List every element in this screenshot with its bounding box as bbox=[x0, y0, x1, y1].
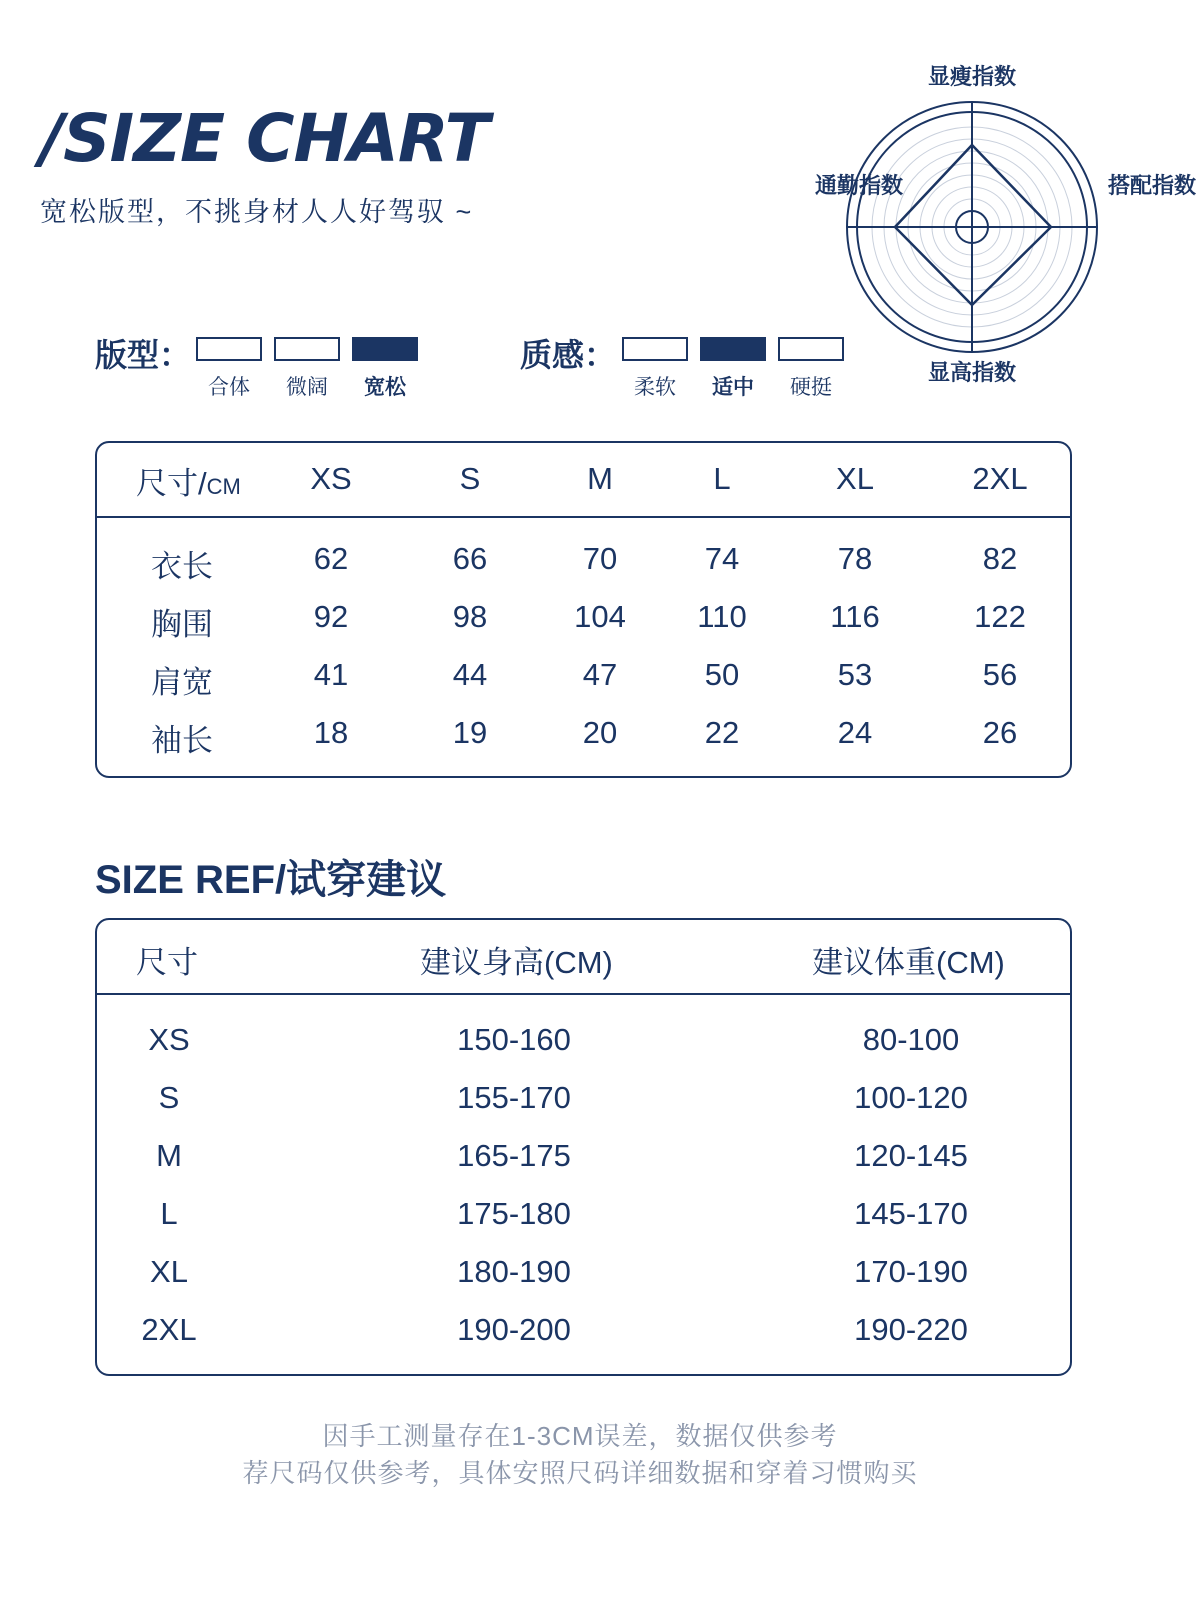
ref-table-cell: 2XL bbox=[141, 1312, 197, 1347]
size-table-cell: 82 bbox=[982, 541, 1018, 576]
size-header-cell: S bbox=[459, 461, 481, 496]
size-table-cell: 20 bbox=[582, 715, 618, 750]
size-row-label: 衣长 bbox=[151, 549, 213, 584]
size-table-cell: 26 bbox=[982, 715, 1018, 750]
ref-table-cell: 190-200 bbox=[457, 1312, 571, 1347]
ref-header-height: 建议身高(CM) bbox=[420, 945, 613, 980]
ref-section-title: SIZE REF/试穿建议 bbox=[95, 858, 447, 902]
ref-table-cell: L bbox=[160, 1196, 178, 1231]
fit-label-fitted: 合体 bbox=[208, 376, 250, 399]
texture-box-stiff bbox=[778, 337, 844, 361]
size-table-cell: 116 bbox=[830, 599, 880, 634]
ref-table-cell: 155-170 bbox=[457, 1080, 571, 1115]
ref-table-divider bbox=[95, 993, 1072, 995]
size-header-cell: XS bbox=[310, 461, 352, 496]
ref-table-cell: 145-170 bbox=[854, 1196, 968, 1231]
ref-table-cell: 180-190 bbox=[457, 1254, 571, 1289]
size-table-cell: 110 bbox=[697, 599, 747, 634]
size-table-cell: 47 bbox=[582, 657, 618, 692]
ref-table-cell: 120-145 bbox=[854, 1138, 968, 1173]
size-table-corner bbox=[136, 458, 241, 503]
texture-title: 质感： bbox=[520, 337, 617, 373]
ref-table-cell: 175-180 bbox=[457, 1196, 571, 1231]
size-table-cell: 66 bbox=[452, 541, 488, 576]
fit-box-fitted bbox=[196, 337, 262, 361]
footnote-line-1: 因手工测量存在1-3CM误差，数据仅供参考 bbox=[322, 1421, 838, 1451]
ref-table-cell: 150-160 bbox=[457, 1022, 571, 1057]
size-row-label: 肩宽 bbox=[151, 665, 213, 700]
size-header-cell: L bbox=[713, 461, 731, 496]
fit-title: 版型： bbox=[95, 337, 192, 373]
texture-box-soft bbox=[622, 337, 688, 361]
texture-label-soft: 柔软 bbox=[634, 376, 676, 399]
size-header-cell: 2XL bbox=[972, 461, 1028, 496]
radar-right-label: 搭配指数 bbox=[1108, 173, 1197, 198]
size-table-cell: 104 bbox=[574, 599, 626, 634]
size-table-corner-unit: CM bbox=[206, 474, 241, 499]
ref-table-cell: M bbox=[156, 1138, 182, 1173]
size-table-cell: 62 bbox=[313, 541, 349, 576]
texture-label-medium: 适中 bbox=[712, 376, 754, 399]
page-subtitle: 宽松版型，不挑身材人人好驾驭 ~ bbox=[40, 197, 474, 227]
size-table-cell: 74 bbox=[704, 541, 740, 576]
ref-header-size: 尺寸 bbox=[136, 945, 198, 980]
ref-table-cell: 100-120 bbox=[854, 1080, 968, 1115]
footnote-line-2: 荐尺码仅供参考，具体安照尺码详细数据和穿着习惯购买 bbox=[242, 1458, 918, 1488]
size-table-cell: 50 bbox=[704, 657, 740, 692]
fit-box-slightly-loose bbox=[274, 337, 340, 361]
ref-header-weight: 建议体重(CM) bbox=[812, 945, 1005, 980]
fit-label-loose: 宽松 bbox=[364, 376, 406, 399]
size-table-cell: 98 bbox=[452, 599, 488, 634]
size-table-cell: 70 bbox=[582, 541, 618, 576]
fit-box-loose bbox=[352, 337, 418, 361]
ref-table-cell: 170-190 bbox=[854, 1254, 968, 1289]
page-title: /SIZE CHART bbox=[40, 100, 489, 177]
size-table-cell: 78 bbox=[837, 541, 873, 576]
texture-label-stiff: 硬挺 bbox=[790, 376, 832, 399]
size-table-cell: 24 bbox=[837, 715, 873, 750]
size-row-label: 胸围 bbox=[151, 607, 213, 642]
size-table-cell: 56 bbox=[982, 657, 1018, 692]
ref-table-cell: 190-220 bbox=[854, 1312, 968, 1347]
radar-top-label: 显瘦指数 bbox=[928, 64, 1017, 89]
radar-diagram bbox=[845, 100, 1099, 354]
size-table-cell: 18 bbox=[313, 715, 349, 750]
ref-table-cell: 80-100 bbox=[862, 1022, 960, 1057]
radar-bottom-label: 显高指数 bbox=[928, 360, 1017, 385]
size-table-cell: 41 bbox=[313, 657, 349, 692]
size-table-cell: 53 bbox=[837, 657, 873, 692]
size-table-cell: 122 bbox=[974, 599, 1026, 634]
size-table-cell: 19 bbox=[452, 715, 488, 750]
texture-box-medium bbox=[700, 337, 766, 361]
ref-table-cell: XS bbox=[148, 1022, 190, 1057]
size-table-corner-label: 尺寸/ bbox=[136, 466, 207, 501]
size-table-divider bbox=[95, 516, 1072, 518]
ref-table-cell: XL bbox=[150, 1254, 188, 1289]
radar-left-label: 通勤指数 bbox=[815, 173, 904, 198]
size-table-cell: 44 bbox=[452, 657, 488, 692]
ref-table-cell: S bbox=[158, 1080, 180, 1115]
size-table-cell: 92 bbox=[313, 599, 349, 634]
size-row-label: 袖长 bbox=[151, 723, 213, 758]
size-header-cell: M bbox=[587, 461, 613, 496]
size-header-cell: XL bbox=[836, 461, 874, 496]
ref-table-cell: 165-175 bbox=[457, 1138, 571, 1173]
fit-label-slightly-loose: 微阔 bbox=[286, 376, 328, 399]
size-table-cell: 22 bbox=[704, 715, 740, 750]
